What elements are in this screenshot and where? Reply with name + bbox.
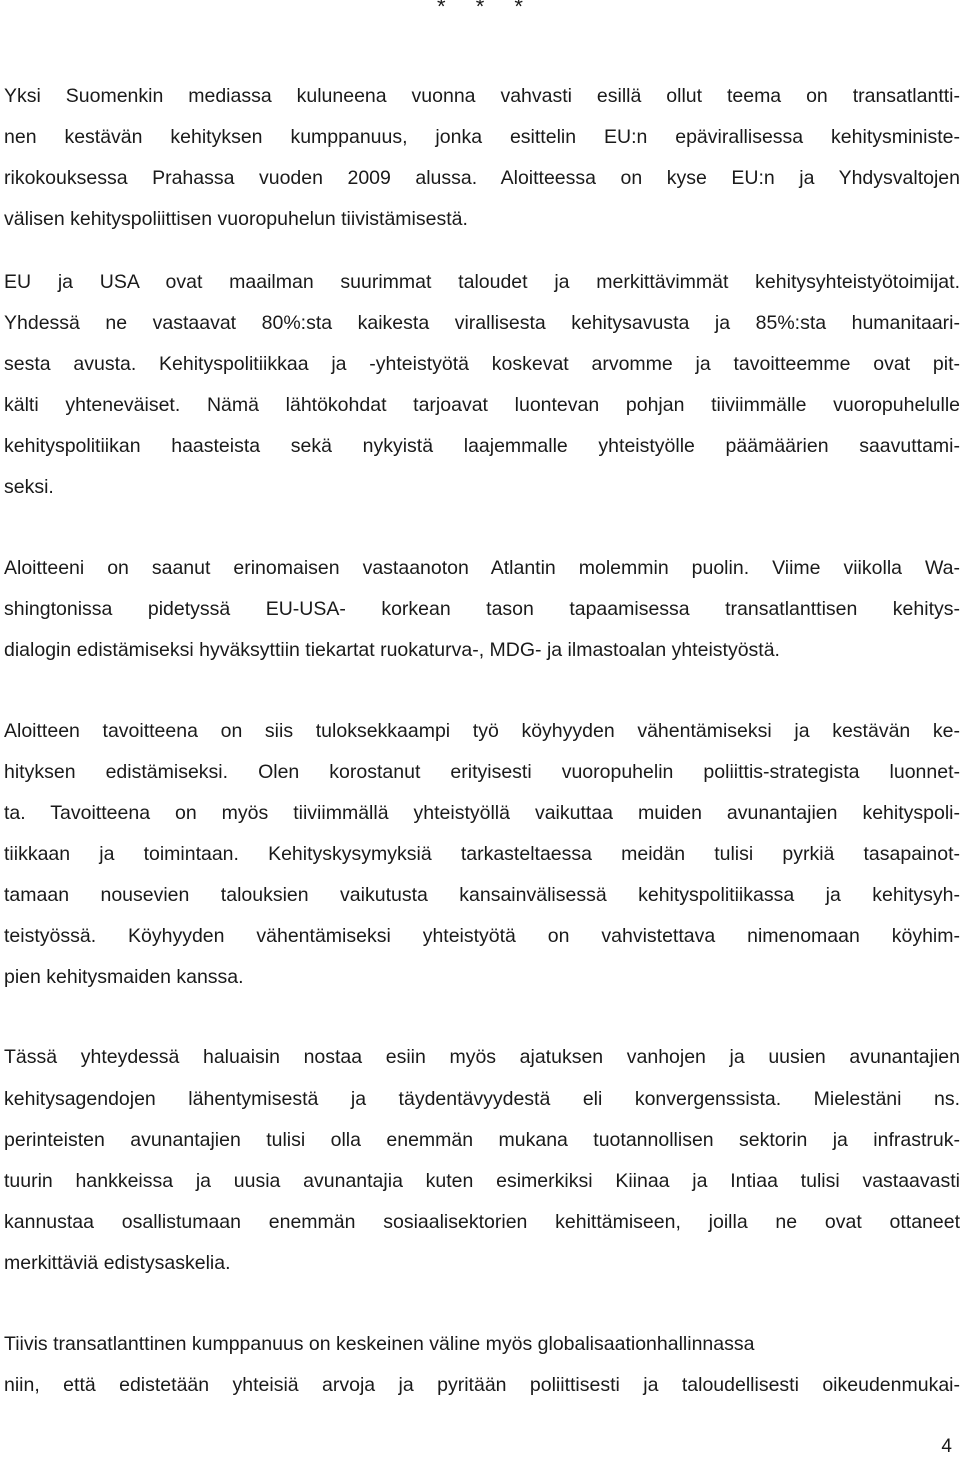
text-line: Yksi Suomenkin mediassa kuluneena vuonna vahvasti esillä ollut teema on transatlantti- (4, 85, 960, 107)
text-line: dialogin edistämiseksi hyväksyttiin tiekartat ruokaturva-, MDG- ja ilmastoalan yhteistyöstä. (4, 639, 780, 661)
text-line: tamaan nousevien talouksien vaikutusta kansainvälisessä kehityspolitiikassa ja kehitysyh- (4, 884, 960, 906)
section-separator: * * * (437, 0, 535, 19)
text-line: sesta avusta. Kehityspolitiikkaa ja -yhteistyötä koskevat arvomme ja tavoitteemme ovat pit- (4, 353, 960, 375)
text-line: kehityspolitiikan haasteista sekä nykyistä laajemmalle yhteistyölle päämäärien saavuttami- (4, 435, 960, 457)
text-line: tiikkaan ja toimintaan. Kehityskysymyksiä tarkasteltaessa meidän tulisi pyrkiä tasapainot- (4, 843, 960, 865)
page-number: 4 (941, 1436, 952, 1457)
text-line: kehitysagendojen lähentymisestä ja täydentävyydestä eli konvergenssista. Mielestäni ns. (4, 1088, 960, 1110)
text-line: teistyössä. Köyhyyden vähentämiseksi yhteistyötä on vahvistettava nimenomaan köyhim- (4, 925, 960, 947)
text-line: hityksen edistämiseksi. Olen korostanut erityisesti vuoropuhelin poliittis-strategista luonnet- (4, 761, 960, 783)
text-line: nen kestävän kehityksen kumppanuus, jonka esittelin EU:n epävirallisessa kehitysministe- (4, 126, 960, 148)
text-line: niin, että edistetään yhteisiä arvoja ja pyritään poliittisesti ja taloudellisesti oikeudenmukai- (4, 1374, 960, 1396)
text-line: Tässä yhteydessä haluaisin nostaa esiin myös ajatuksen vanhojen ja uusien avunantajien (4, 1046, 960, 1068)
text-line: tuurin hankkeissa ja uusia avunantajia kuten esimerkiksi Kiinaa ja Intiaa tulisi vastaavasti (4, 1170, 960, 1192)
text-line: Aloitteen tavoitteena on siis tuloksekkaampi työ köyhyyden vähentämiseksi ja kestävän ke- (4, 720, 960, 742)
text-line: pien kehitysmaiden kanssa. (4, 966, 244, 988)
text-line: Tiivis transatlanttinen kumppanuus on keskeinen väline myös globalisaationhallinnassa (4, 1333, 755, 1355)
text-line: Aloitteeni on saanut erinomaisen vastaanoton Atlantin molemmin puolin. Viime viikolla Wa- (4, 557, 960, 579)
text-line: kannustaa osallistumaan enemmän sosiaalisektorien kehittämiseen, joilla ne ovat ottaneet (4, 1211, 960, 1233)
text-line: ta. Tavoitteena on myös tiiviimmällä yhteistyöllä vaikuttaa muiden avunantajien kehityspoli- (4, 802, 960, 824)
text-line: EU ja USA ovat maailman suurimmat taloudet ja merkittävimmät kehitysyhteistyötoimijat. (4, 271, 960, 293)
text-line: Yhdessä ne vastaavat 80%:sta kaikesta virallisesta kehitysavusta ja 85%:sta humanitaari- (4, 312, 960, 334)
text-line: rikokouksessa Prahassa vuoden 2009 alussa. Aloitteessa on kyse EU:n ja Yhdysvaltojen (4, 167, 960, 189)
text-line: välisen kehityspoliittisen vuoropuhelun tiivistämisestä. (4, 208, 468, 230)
text-line: kälti yhteneväiset. Nämä lähtökohdat tarjoavat luontevan pohjan tiiviimmälle vuoropuhelulle (4, 394, 960, 416)
text-line: seksi. (4, 476, 54, 498)
text-line: perinteisten avunantajien tulisi olla enemmän mukana tuotannollisen sektorin ja infrastruk- (4, 1129, 960, 1151)
text-line: merkittäviä edistysaskelia. (4, 1252, 231, 1274)
text-line: shingtonissa pidetyssä EU-USA- korkean tason tapaamisessa transatlanttisen kehitys- (4, 598, 960, 620)
